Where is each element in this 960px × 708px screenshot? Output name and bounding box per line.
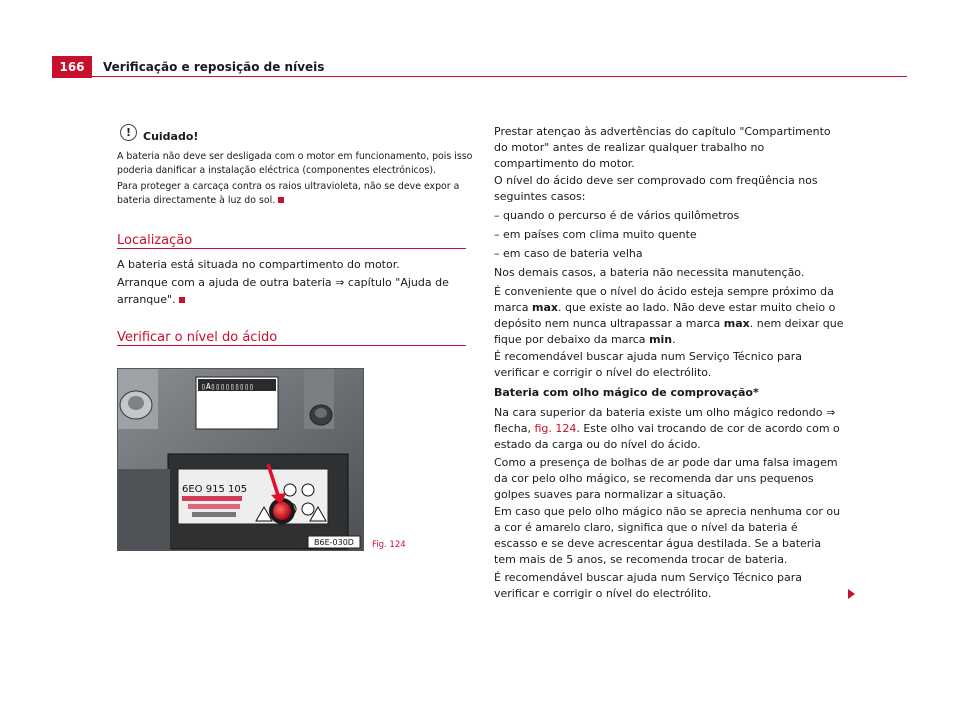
right-paragraph-6: Na cara superior da bateria existe um olho mágico redondo ⇒ flecha, fig. 124. Este olho vai trocando de cor de acordo com o estado da carga ou do nível do ácido.	[494, 406, 840, 451]
figure-caption: Fig. 124	[372, 540, 406, 550]
right-paragraph-9: É recomendável buscar ajuda num Serviço Técnico para verificar e corrigir o nível do electrólito.	[494, 571, 802, 600]
battery-figure	[117, 368, 364, 551]
right-paragraph-5: É recomendável buscar ajuda num Serviço Técnico para verificar e corrigir o nível do electrólito.	[494, 350, 802, 379]
battery-code-text: 6EO 915 105	[182, 484, 248, 495]
right-paragraph-8: Em caso que pelo olho mágico não se aprecia nenhuma cor ou a cor é amarelo claro, significa que o nível da bateria é escasso e se deve acrescentar água destilada. Se a bateria tem mais de 5 anos, se recomenda trocar de bateria.	[494, 505, 841, 566]
caution-title: Cuidado!	[143, 130, 199, 143]
sub-heading: Bateria com olho mágico de comprovação*	[494, 386, 759, 399]
list-item: – em países com clima muito quente	[494, 228, 697, 241]
section-title-localizacao: Localização	[117, 233, 193, 248]
right-paragraph-3: Nos demais casos, a bateria não necessita manutenção.	[494, 266, 805, 279]
header-rule	[52, 76, 907, 77]
localizacao-paragraph-2: Arranque com a ajuda de outra bateria ⇒ capítulo "Ajuda de arranque".	[117, 276, 449, 306]
end-mark-icon	[278, 197, 284, 203]
warning-icon: !	[120, 124, 137, 141]
page-number: 166	[52, 56, 92, 78]
list-item: – em caso de bateria velha	[494, 247, 643, 260]
svg-text:▯A▯▯▯▯▯▯▯▯▯: ▯A▯▯▯▯▯▯▯▯▯	[201, 382, 254, 391]
caution-paragraph-1: A bateria não deve ser desligada com o motor em funcionamento, pois isso poderia danificar a instalação eléctrica (componentes electrónicos).	[117, 151, 473, 176]
figure-link[interactable]: fig. 124	[534, 422, 577, 435]
section-rule	[117, 345, 466, 346]
right-paragraph-1: Prestar atençao às advertências do capítulo "Compartimento do motor" antes de realizar qualquer trabalho no compartimento do motor.	[494, 125, 831, 170]
right-paragraph-2: O nível do ácido deve ser comprovado com freqüência nos seguintes casos:	[494, 174, 818, 203]
next-page-arrow-icon[interactable]	[848, 589, 855, 599]
figure-ref-code: B6E-030D	[314, 538, 354, 547]
right-paragraph-4: É conveniente que o nível do ácido esteja sempre próximo da marca max. que existe ao lado. Não deve estar muito cheio o depósito nem nunca ultrapassar a marca max. nem deixar que fique por debaixo da marca min.	[494, 285, 844, 346]
end-mark-icon	[179, 297, 185, 303]
page-title: Verificação e reposição de níveis	[103, 60, 325, 74]
section-rule	[117, 248, 466, 249]
battery-illustration	[118, 369, 364, 551]
section-title-verificar: Verificar o nível do ácido	[117, 330, 278, 345]
caution-paragraph-2: Para proteger a carcaça contra os raios ultravioleta, não se deve expor a bateria directamente à luz do sol.	[117, 181, 460, 206]
list-item: – quando o percurso é de vários quilômetros	[494, 209, 740, 222]
right-paragraph-7: Como a presença de bolhas de ar pode dar uma falsa imagem da cor pelo olho mágico, se recomenda dar uns pequenos golpes suaves para normalizar a situação.	[494, 456, 838, 501]
magic-eye-icon	[273, 502, 291, 520]
localizacao-paragraph-1: A bateria está situada no compartimento do motor.	[117, 258, 400, 271]
